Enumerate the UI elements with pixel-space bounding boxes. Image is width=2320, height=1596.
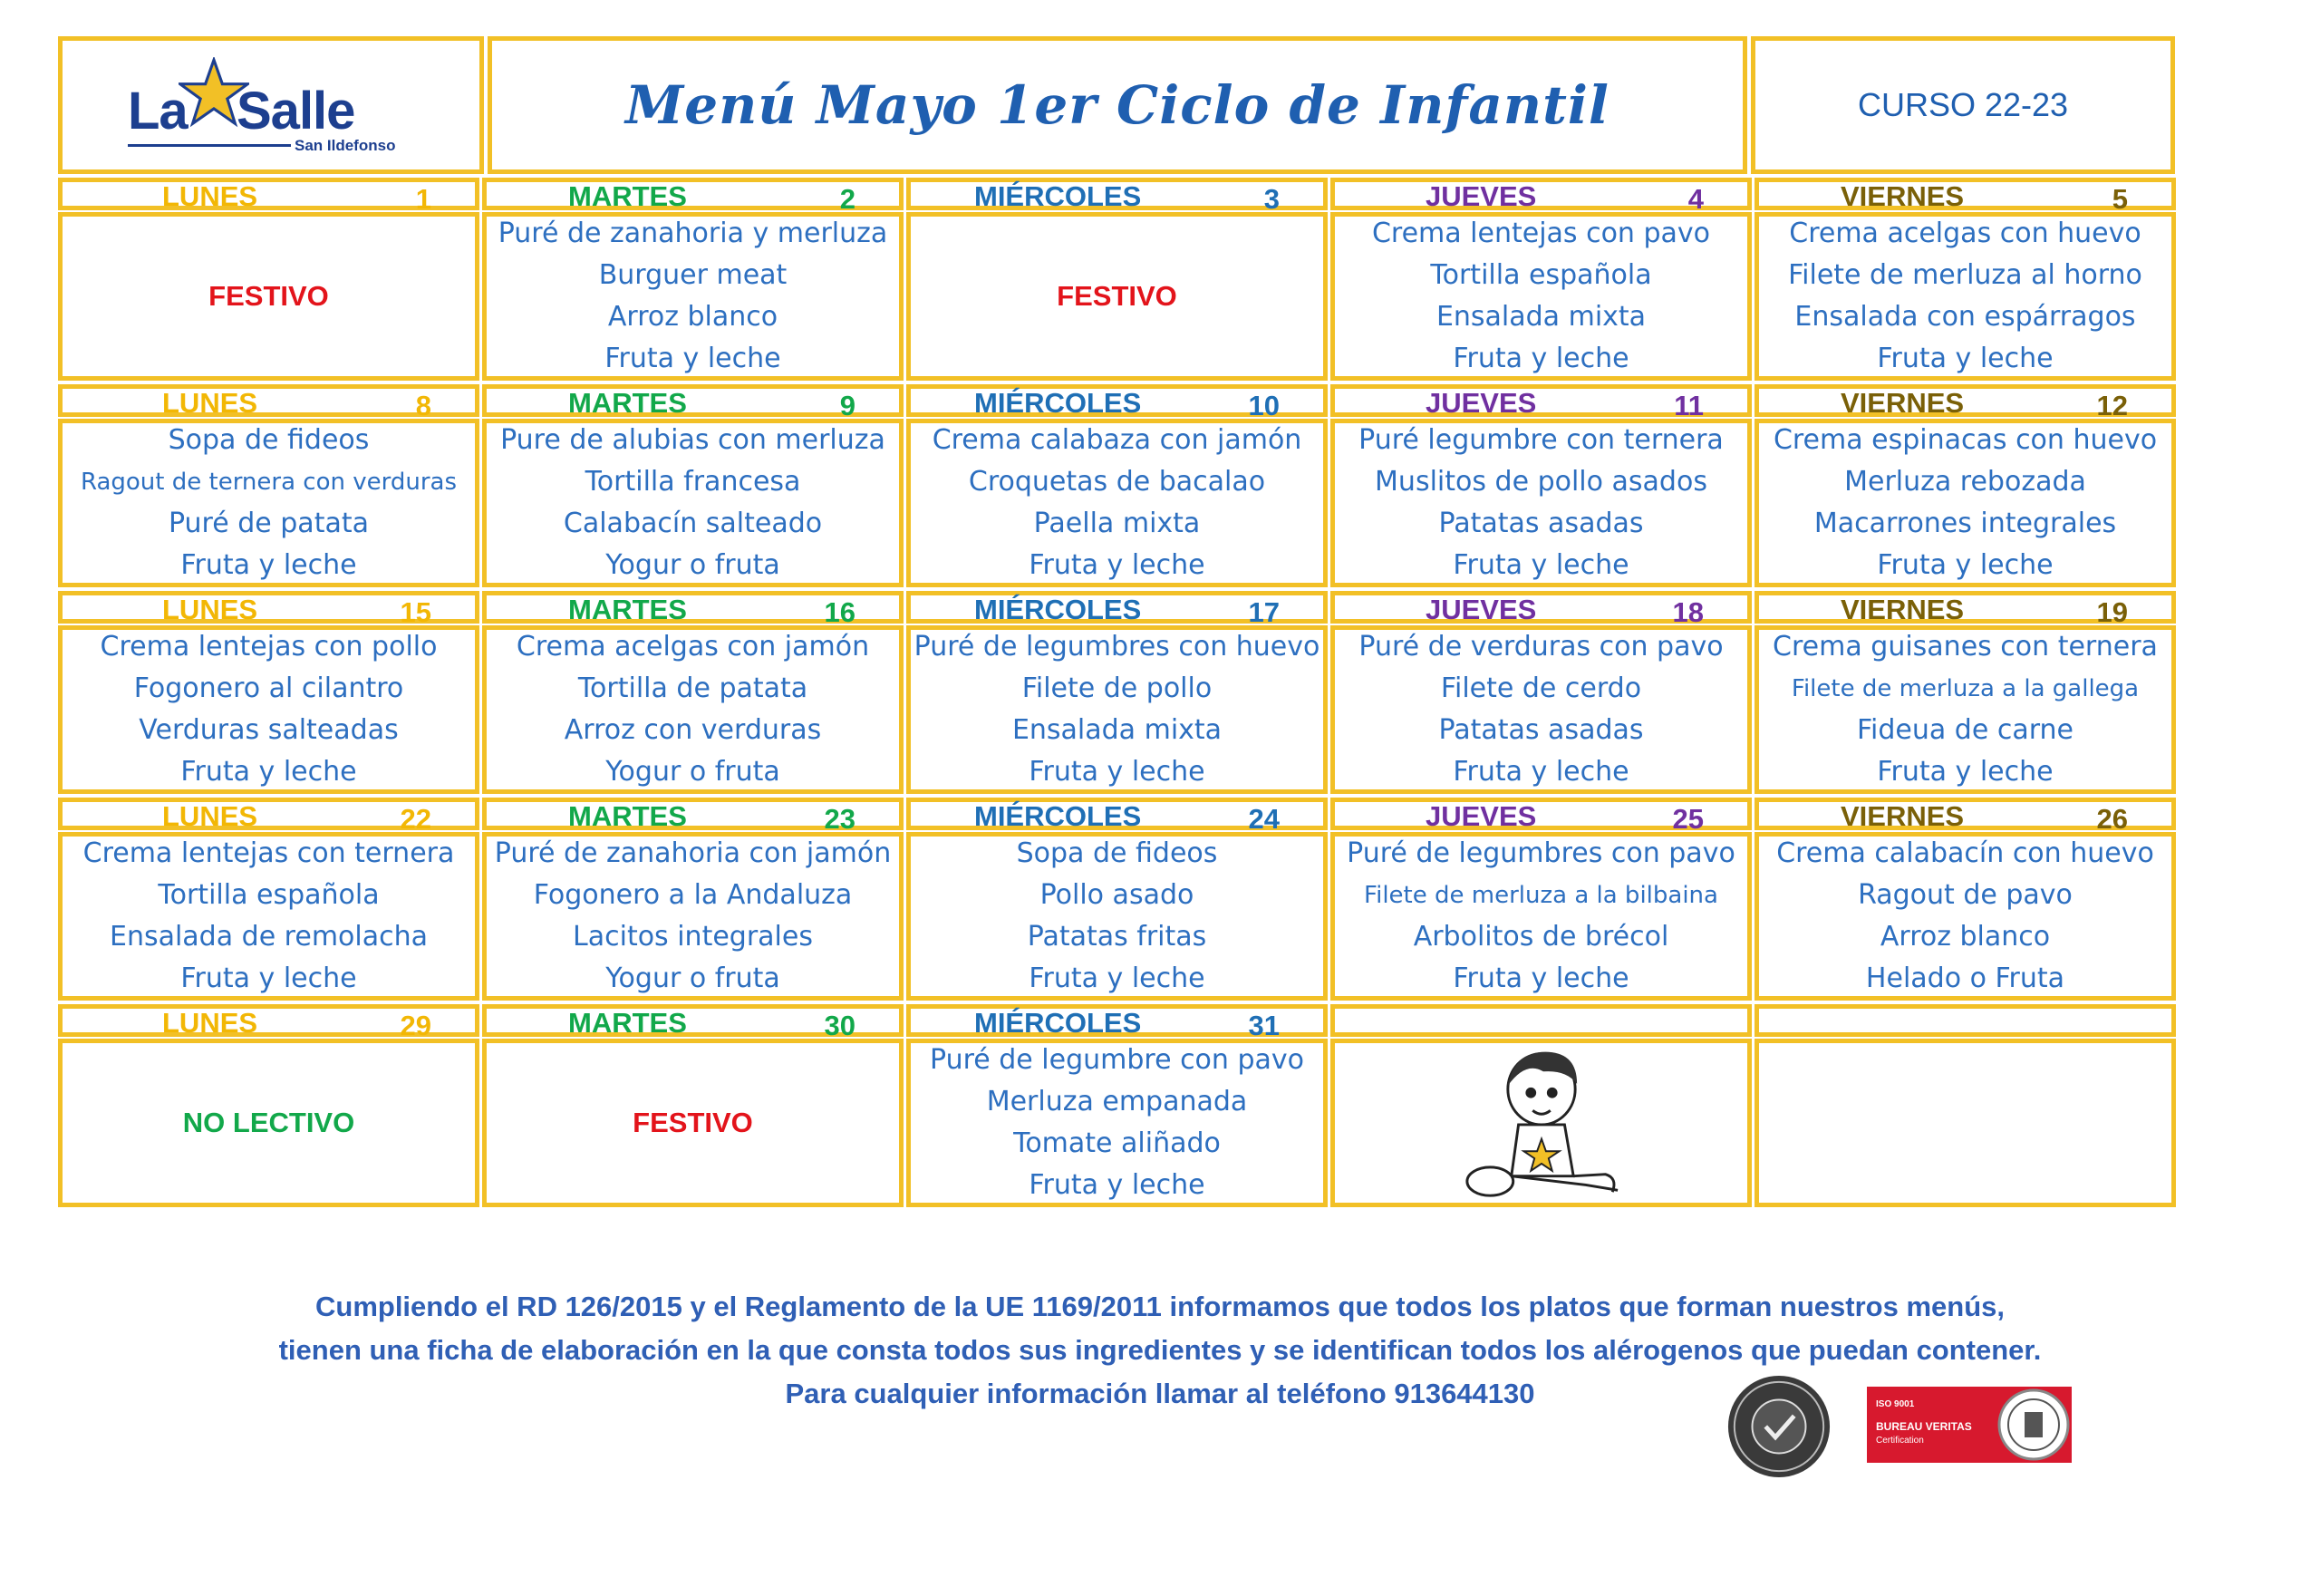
dish-item: Pure de alubias con merluza xyxy=(500,424,885,456)
menu-row xyxy=(58,625,2179,794)
day-number: 12 xyxy=(2096,390,2128,421)
day-header-jueves xyxy=(1330,591,1752,628)
course-box xyxy=(1751,36,2175,174)
dish-item: Patatas fritas xyxy=(1027,921,1207,953)
dish-item: Puré de verduras con pavo xyxy=(1358,631,1724,663)
menu-cell xyxy=(58,419,479,587)
bureau-veritas-logo xyxy=(1867,1387,2072,1463)
day-number: 5 xyxy=(2112,183,2128,215)
dish-item: Fruta y leche xyxy=(180,962,357,994)
dish-item: Burguer meat xyxy=(598,259,788,291)
seal-iso-text: ISO 9001 xyxy=(1876,1399,1915,1409)
menu-row xyxy=(58,419,2179,587)
dish-item: Puré de legumbre con pavo xyxy=(930,1044,1304,1076)
day-header-miercoles xyxy=(906,178,1328,215)
day-name: MARTES xyxy=(568,1007,687,1039)
menu-cell xyxy=(58,625,479,794)
dish-item: Puré de zanahoria y merluza xyxy=(498,218,888,249)
day-number: 17 xyxy=(1248,596,1280,628)
day-number: 24 xyxy=(1248,803,1280,835)
dish-item: Filete de merluza al horno xyxy=(1788,259,2142,291)
notice-line-2: tienen una ficha de elaboración en la que consta todos sus ingredientes y se identifican todos los alérogenos que puedan contener. xyxy=(278,1334,2042,1366)
dish-item: Lacitos integrales xyxy=(573,921,813,953)
day-header-martes xyxy=(482,798,904,835)
week-block xyxy=(58,591,2179,794)
menu-cell xyxy=(1754,1039,2176,1207)
certification-seal-icon xyxy=(1726,1373,1832,1480)
day-number: 10 xyxy=(1248,390,1280,421)
dish-item: Merluza rebozada xyxy=(1844,466,2086,498)
dish-item: Fideua de carne xyxy=(1856,714,2074,746)
menu-cell xyxy=(906,832,1328,1001)
day-status: FESTIVO xyxy=(1057,280,1177,312)
day-name: JUEVES xyxy=(1426,387,1537,419)
day-name: JUEVES xyxy=(1426,800,1537,832)
dish-item: Paella mixta xyxy=(1033,508,1201,539)
day-number: 3 xyxy=(1263,183,1280,215)
day-header-row xyxy=(58,178,2179,215)
week-block xyxy=(58,1004,2179,1207)
day-name: MIÉRCOLES xyxy=(974,180,1142,212)
day-header-viernes xyxy=(1754,178,2176,215)
dish-item: Crema lentejas con ternera xyxy=(82,837,455,869)
menu-row xyxy=(58,212,2179,381)
dish-item: Crema acelgas con huevo xyxy=(1789,218,2141,249)
dish-item: Muslitos de pollo asados xyxy=(1375,466,1707,498)
header-row xyxy=(58,36,2179,174)
dish-item: Puré de legumbres con huevo xyxy=(914,631,1320,663)
dish-item: Calabacín salteado xyxy=(563,508,823,539)
day-header-jueves xyxy=(1330,178,1752,215)
day-number: 11 xyxy=(1674,390,1704,421)
la-salle-logo xyxy=(128,55,418,164)
day-header-lunes xyxy=(58,384,479,421)
day-number: 23 xyxy=(824,803,856,835)
day-name: VIERNES xyxy=(1841,387,1965,419)
dish-item: Fruta y leche xyxy=(1029,549,1205,581)
day-header-miercoles xyxy=(906,1004,1328,1041)
day-name: MARTES xyxy=(568,180,687,212)
dish-item: Filete de cerdo xyxy=(1440,672,1642,704)
dish-item: Filete de pollo xyxy=(1021,672,1213,704)
day-name: LUNES xyxy=(162,800,258,832)
day-name: LUNES xyxy=(162,594,258,625)
day-header-miercoles xyxy=(906,384,1328,421)
day-header-lunes xyxy=(58,798,479,835)
day-name: MARTES xyxy=(568,387,687,419)
dish-item: Fruta y leche xyxy=(180,756,357,788)
dish-item: Fruta y leche xyxy=(1877,756,2054,788)
day-name: MARTES xyxy=(568,800,687,832)
dish-item: Sopa de fideos xyxy=(1016,837,1218,869)
dish-item: Ragout de ternera con verduras xyxy=(80,469,458,496)
menu-cell xyxy=(482,419,904,587)
dish-item: Fruta y leche xyxy=(1453,549,1629,581)
day-name: JUEVES xyxy=(1426,180,1537,212)
day-header-viernes xyxy=(1754,591,2176,628)
day-number: 1 xyxy=(415,183,431,215)
menu-cell xyxy=(1330,419,1752,587)
dish-item: Merluza empanada xyxy=(986,1086,1248,1117)
day-status: FESTIVO xyxy=(208,280,329,312)
dish-item: Yogur o fruta xyxy=(605,962,780,994)
menu-cell xyxy=(1330,212,1752,381)
dish-item: Fruta y leche xyxy=(1877,549,2054,581)
menu-row xyxy=(58,832,2179,1001)
day-number: 31 xyxy=(1248,1010,1280,1041)
dish-item: Fruta y leche xyxy=(1877,343,2054,374)
day-number: 8 xyxy=(415,390,431,421)
menu-cell xyxy=(482,832,904,1001)
menu-cell xyxy=(906,419,1328,587)
menu-cell xyxy=(1754,625,2176,794)
day-header-row xyxy=(58,384,2179,421)
day-header-miercoles xyxy=(906,591,1328,628)
notice-line-3: Para cualquier información llamar al teléfono 913644130 xyxy=(785,1378,1535,1409)
dish-item: Fruta y leche xyxy=(1029,1169,1205,1201)
dish-item: Sopa de fideos xyxy=(168,424,370,456)
day-header-blank xyxy=(1754,1004,2176,1037)
menu-cell xyxy=(482,212,904,381)
dish-item: Yogur o fruta xyxy=(605,756,780,788)
menu-sheet xyxy=(58,36,2179,1207)
logo-text-salle: Salle xyxy=(237,82,355,140)
dish-item: Pollo asado xyxy=(1039,879,1194,911)
dish-item: Puré legumbre con ternera xyxy=(1358,424,1724,456)
day-header-martes xyxy=(482,178,904,215)
day-name: MIÉRCOLES xyxy=(974,387,1142,419)
menu-cell xyxy=(906,1039,1328,1207)
dish-item: Fruta y leche xyxy=(1029,962,1205,994)
day-name: MIÉRCOLES xyxy=(974,1007,1142,1039)
menu-cell xyxy=(1754,832,2176,1001)
dish-item: Fogonero al cilantro xyxy=(133,672,404,704)
child-illustration-icon xyxy=(1442,1043,1641,1203)
day-number: 18 xyxy=(1672,596,1704,628)
menu-cell xyxy=(58,1039,479,1207)
day-header-row xyxy=(58,798,2179,835)
day-number: 26 xyxy=(2096,803,2128,835)
day-header-row xyxy=(58,591,2179,628)
day-name: JUEVES xyxy=(1426,594,1537,625)
title-box xyxy=(488,36,1747,174)
dish-item: Filete de merluza a la bilbaina xyxy=(1364,882,1718,909)
day-header-row xyxy=(58,1004,2179,1041)
weeks-grid xyxy=(58,178,2179,1207)
dish-item: Macarrones integrales xyxy=(1813,508,2117,539)
day-header-jueves xyxy=(1330,384,1752,421)
menu-cell xyxy=(1330,625,1752,794)
dish-item: Fruta y leche xyxy=(604,343,781,374)
dish-item: Tortilla francesa xyxy=(585,466,801,498)
menu-cell xyxy=(1754,212,2176,381)
dish-item: Fruta y leche xyxy=(1453,962,1629,994)
dish-item: Filete de merluza a la gallega xyxy=(1791,675,2140,702)
dish-item: Crema calabacín con huevo xyxy=(1776,837,2154,869)
day-header-martes xyxy=(482,384,904,421)
dish-item: Ensalada con espárragos xyxy=(1794,301,2136,333)
logo-text-la: La xyxy=(128,82,188,140)
dish-item: Tortilla de patata xyxy=(577,672,808,704)
day-number: 4 xyxy=(1687,183,1704,215)
dish-item: Tortilla española xyxy=(1430,259,1652,291)
week-block xyxy=(58,178,2179,381)
dish-item: Fruta y leche xyxy=(1029,756,1205,788)
day-header-lunes xyxy=(58,1004,479,1041)
menu-row xyxy=(58,1039,2179,1207)
dish-item: Ragout de pavo xyxy=(1858,879,2073,911)
day-name: MIÉRCOLES xyxy=(974,594,1142,625)
logo-subtitle: San Ildefonso xyxy=(295,137,396,154)
day-name: MIÉRCOLES xyxy=(974,800,1142,832)
day-name: LUNES xyxy=(162,180,258,212)
dish-item: Verduras salteadas xyxy=(139,714,399,746)
day-header-miercoles xyxy=(906,798,1328,835)
day-header-jueves xyxy=(1330,798,1752,835)
day-header-lunes xyxy=(58,178,479,215)
notice-line-1: Cumpliendo el RD 126/2015 y el Reglamento de la UE 1169/2011 informamos que todos los platos que forman nuestros menús, xyxy=(315,1291,2005,1322)
day-number: 30 xyxy=(824,1010,856,1041)
week-block xyxy=(58,798,2179,1001)
day-header-martes xyxy=(482,1004,904,1041)
week-block xyxy=(58,384,2179,587)
dish-item: Crema guisanes con ternera xyxy=(1773,631,2158,663)
dish-item: Ensalada mixta xyxy=(1436,301,1647,333)
dish-item: Croquetas de bacalao xyxy=(968,466,1266,498)
menu-cell xyxy=(482,625,904,794)
course-label: CURSO 22-23 xyxy=(1857,86,2069,123)
dish-item: Patatas asadas xyxy=(1438,508,1644,539)
dish-item: Fogonero a la Andaluza xyxy=(533,879,853,911)
dish-item: Crema lentejas con pavo xyxy=(1371,218,1711,249)
logo-box xyxy=(58,36,484,174)
page-title: Menú Mayo 1er Ciclo de Infantil xyxy=(625,74,1610,136)
day-header-lunes xyxy=(58,591,479,628)
day-number: 29 xyxy=(400,1010,431,1041)
dish-item: Crema lentejas con pollo xyxy=(100,631,438,663)
day-header-blank xyxy=(1330,1004,1752,1037)
day-name: LUNES xyxy=(162,1007,258,1039)
menu-cell xyxy=(1330,832,1752,1001)
dish-item: Fruta y leche xyxy=(180,549,357,581)
menu-cell xyxy=(906,625,1328,794)
dish-item: Puré de patata xyxy=(168,508,369,539)
dish-item: Tortilla española xyxy=(158,879,380,911)
day-number: 16 xyxy=(824,596,856,628)
dish-item: Puré de zanahoria con jamón xyxy=(494,837,892,869)
dish-item: Crema espinacas con huevo xyxy=(1773,424,2158,456)
day-number: 15 xyxy=(400,596,431,628)
day-header-martes xyxy=(482,591,904,628)
day-name: VIERNES xyxy=(1841,800,1965,832)
dish-item: Helado o Fruta xyxy=(1865,962,2065,994)
day-number: 2 xyxy=(839,183,856,215)
day-name: LUNES xyxy=(162,387,258,419)
dish-item: Ensalada mixta xyxy=(1011,714,1223,746)
menu-cell xyxy=(58,832,479,1001)
menu-cell xyxy=(906,212,1328,381)
day-number: 9 xyxy=(839,390,856,421)
dish-item: Arroz blanco xyxy=(1880,921,2051,953)
dish-item: Puré de legumbres con pavo xyxy=(1347,837,1735,869)
day-number: 19 xyxy=(2096,596,2128,628)
dish-item: Yogur o fruta xyxy=(605,549,780,581)
dish-item: Tomate aliñado xyxy=(1013,1127,1221,1159)
day-header-viernes xyxy=(1754,384,2176,421)
logo-underline xyxy=(128,144,291,147)
seal-cert-text: Certification xyxy=(1876,1436,1924,1446)
dish-item: Arroz con verduras xyxy=(564,714,822,746)
dish-item: Ensalada de remolacha xyxy=(109,921,429,953)
day-header-viernes xyxy=(1754,798,2176,835)
menu-cell xyxy=(482,1039,904,1207)
day-status: NO LECTIVO xyxy=(182,1107,355,1138)
dish-item: Crema calabaza con jamón xyxy=(932,424,1302,456)
day-name: VIERNES xyxy=(1841,180,1965,212)
dish-item: Fruta y leche xyxy=(1453,756,1629,788)
menu-cell xyxy=(58,212,479,381)
day-name: VIERNES xyxy=(1841,594,1965,625)
day-status: FESTIVO xyxy=(633,1107,753,1138)
illustration-cell xyxy=(1330,1039,1752,1207)
dish-item: Arroz blanco xyxy=(607,301,778,333)
day-number: 25 xyxy=(1672,803,1704,835)
dish-item: Crema acelgas con jamón xyxy=(516,631,870,663)
day-number: 22 xyxy=(400,803,431,835)
menu-cell xyxy=(1754,419,2176,587)
seal-bv-text: BUREAU VERITAS xyxy=(1876,1420,1972,1433)
dish-item: Arbolitos de brécol xyxy=(1413,921,1669,953)
day-name: MARTES xyxy=(568,594,687,625)
dish-item: Patatas asadas xyxy=(1438,714,1644,746)
dish-item: Fruta y leche xyxy=(1453,343,1629,374)
